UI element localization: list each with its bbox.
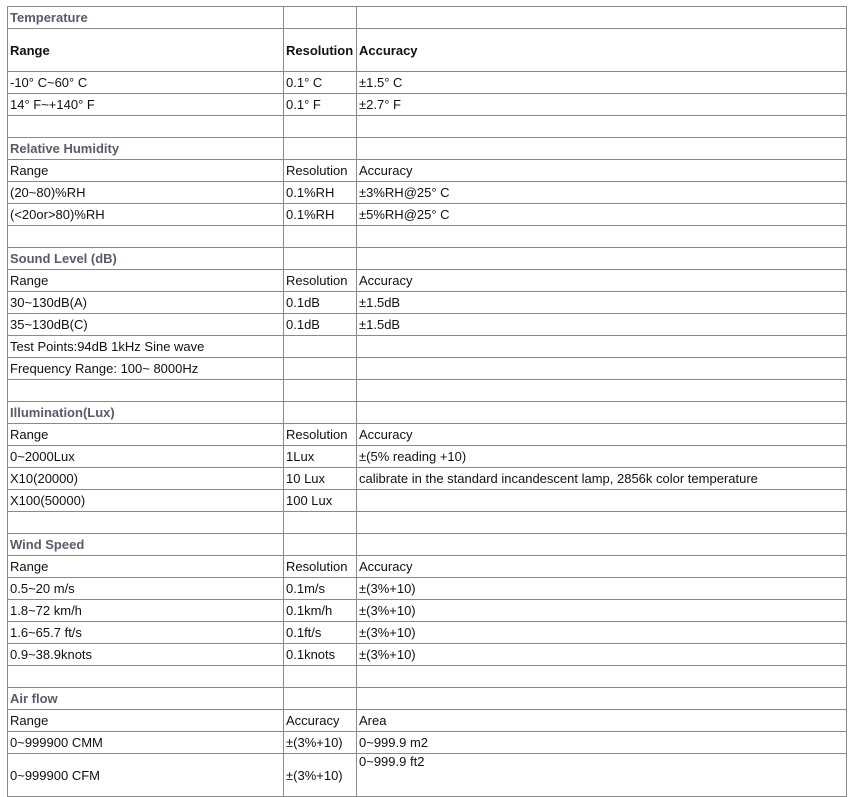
section-row-illumination <box>8 402 847 424</box>
cell-accuracy: ±3%RH@25° C <box>357 182 847 204</box>
header-row <box>8 270 847 292</box>
cell-range: X100(50000) <box>8 490 284 512</box>
cell-range: 0~999900 CFM <box>8 754 284 797</box>
spacer-row <box>8 512 847 534</box>
cell-range: 0.9~38.9knots <box>8 644 284 666</box>
cell-range: (20~80)%RH <box>8 182 284 204</box>
cell-accuracy: ±1.5° C <box>357 72 847 94</box>
table-row <box>8 336 847 358</box>
cell-resolution: 0.1knots <box>284 644 357 666</box>
cell-resolution: 0.1%RH <box>284 182 357 204</box>
cell-resolution: 0.1km/h <box>284 600 357 622</box>
section-row-humidity <box>8 138 847 160</box>
header-row <box>8 160 847 182</box>
spec-table <box>7 6 847 797</box>
cell-resolution: 0.1%RH <box>284 204 357 226</box>
header-row <box>8 556 847 578</box>
table-row <box>8 468 847 490</box>
cell-accuracy: ±(5% reading +10) <box>357 446 847 468</box>
table-row <box>8 72 847 94</box>
header-range: Range <box>8 29 284 72</box>
header-accuracy: Accuracy <box>357 424 847 446</box>
header-range: Range <box>8 556 284 578</box>
cell-range: 1.6~65.7 ft/s <box>8 622 284 644</box>
table-row <box>8 182 847 204</box>
section-row-temperature <box>8 7 847 29</box>
cell-area: 0~999.9 m2 <box>357 732 847 754</box>
header-range: Range <box>8 424 284 446</box>
cell-resolution: 0.1° F <box>284 94 357 116</box>
table-row <box>8 622 847 644</box>
cell-resolution: 0.1m/s <box>284 578 357 600</box>
header-resolution: Resolution <box>284 29 357 72</box>
table-row <box>8 578 847 600</box>
section-row-wind <box>8 534 847 556</box>
cell-area: 0~999.9 ft2 <box>357 754 847 797</box>
header-accuracy: Accuracy <box>357 29 847 72</box>
cell-range: -10° C~60° C <box>8 72 284 94</box>
cell-accuracy: ±(3%+10) <box>284 732 357 754</box>
header-resolution: Resolution <box>284 270 357 292</box>
cell-range: 35~130dB(C) <box>8 314 284 336</box>
cell-resolution: 1Lux <box>284 446 357 468</box>
section-title-illumination: Illumination(Lux) <box>8 402 284 424</box>
cell-accuracy: ±(3%+10) <box>357 622 847 644</box>
cell-accuracy: ±1.5dB <box>357 314 847 336</box>
cell-range: 0~999900 CMM <box>8 732 284 754</box>
table-row <box>8 314 847 336</box>
cell-range: (<20or>80)%RH <box>8 204 284 226</box>
table-row <box>8 644 847 666</box>
cell-accuracy: ±1.5dB <box>357 292 847 314</box>
cell-resolution: 0.1dB <box>284 292 357 314</box>
cell-test-points: Test Points:94dB 1kHz Sine wave <box>8 336 284 358</box>
header-accuracy: Accuracy <box>357 270 847 292</box>
table-row <box>8 358 847 380</box>
cell-accuracy: ±5%RH@25° C <box>357 204 847 226</box>
section-row-sound <box>8 248 847 270</box>
section-title-sound: Sound Level (dB) <box>8 248 284 270</box>
spacer-row <box>8 226 847 248</box>
cell-resolution: 0.1ft/s <box>284 622 357 644</box>
section-title-temperature: Temperature <box>8 7 284 29</box>
table-row <box>8 94 847 116</box>
header-range: Range <box>8 270 284 292</box>
header-resolution: Resolution <box>284 160 357 182</box>
cell-range: 30~130dB(A) <box>8 292 284 314</box>
header-area: Area <box>357 710 847 732</box>
cell-accuracy: ±(3%+10) <box>357 600 847 622</box>
cell-accuracy: ±(3%+10) <box>357 644 847 666</box>
header-range: Range <box>8 160 284 182</box>
table-row <box>8 204 847 226</box>
cell-range: 0.5~20 m/s <box>8 578 284 600</box>
table-row <box>8 292 847 314</box>
header-resolution: Resolution <box>284 424 357 446</box>
cell-resolution: 100 Lux <box>284 490 357 512</box>
cell-range: X10(20000) <box>8 468 284 490</box>
header-row <box>8 710 847 732</box>
table-row <box>8 754 847 797</box>
header-row <box>8 424 847 446</box>
section-title-airflow: Air flow <box>8 688 284 710</box>
table-row <box>8 600 847 622</box>
cell-range: 0~2000Lux <box>8 446 284 468</box>
cell-frequency-range: Frequency Range: 100~ 8000Hz <box>8 358 284 380</box>
header-accuracy: Accuracy <box>357 160 847 182</box>
section-title-humidity: Relative Humidity <box>8 138 284 160</box>
cell-range: 1.8~72 km/h <box>8 600 284 622</box>
header-accuracy: Accuracy <box>357 556 847 578</box>
cell-accuracy: ±(3%+10) <box>284 754 357 797</box>
cell-accuracy <box>357 490 847 512</box>
header-row <box>8 29 847 72</box>
table-row <box>8 732 847 754</box>
section-title-wind: Wind Speed <box>8 534 284 556</box>
cell-resolution: 0.1° C <box>284 72 357 94</box>
spacer-row <box>8 380 847 402</box>
header-resolution: Resolution <box>284 556 357 578</box>
cell-resolution: 10 Lux <box>284 468 357 490</box>
cell-accuracy: ±2.7° F <box>357 94 847 116</box>
table-row <box>8 446 847 468</box>
header-accuracy: Accuracy <box>284 710 357 732</box>
spacer-row <box>8 116 847 138</box>
section-row-airflow <box>8 688 847 710</box>
table-row <box>8 490 847 512</box>
spacer-row <box>8 666 847 688</box>
cell-range: 14° F~+140° F <box>8 94 284 116</box>
header-range: Range <box>8 710 284 732</box>
cell-accuracy: calibrate in the standard incandescent lamp, 2856k color temperature <box>357 468 847 490</box>
cell-resolution: 0.1dB <box>284 314 357 336</box>
cell-accuracy: ±(3%+10) <box>357 578 847 600</box>
